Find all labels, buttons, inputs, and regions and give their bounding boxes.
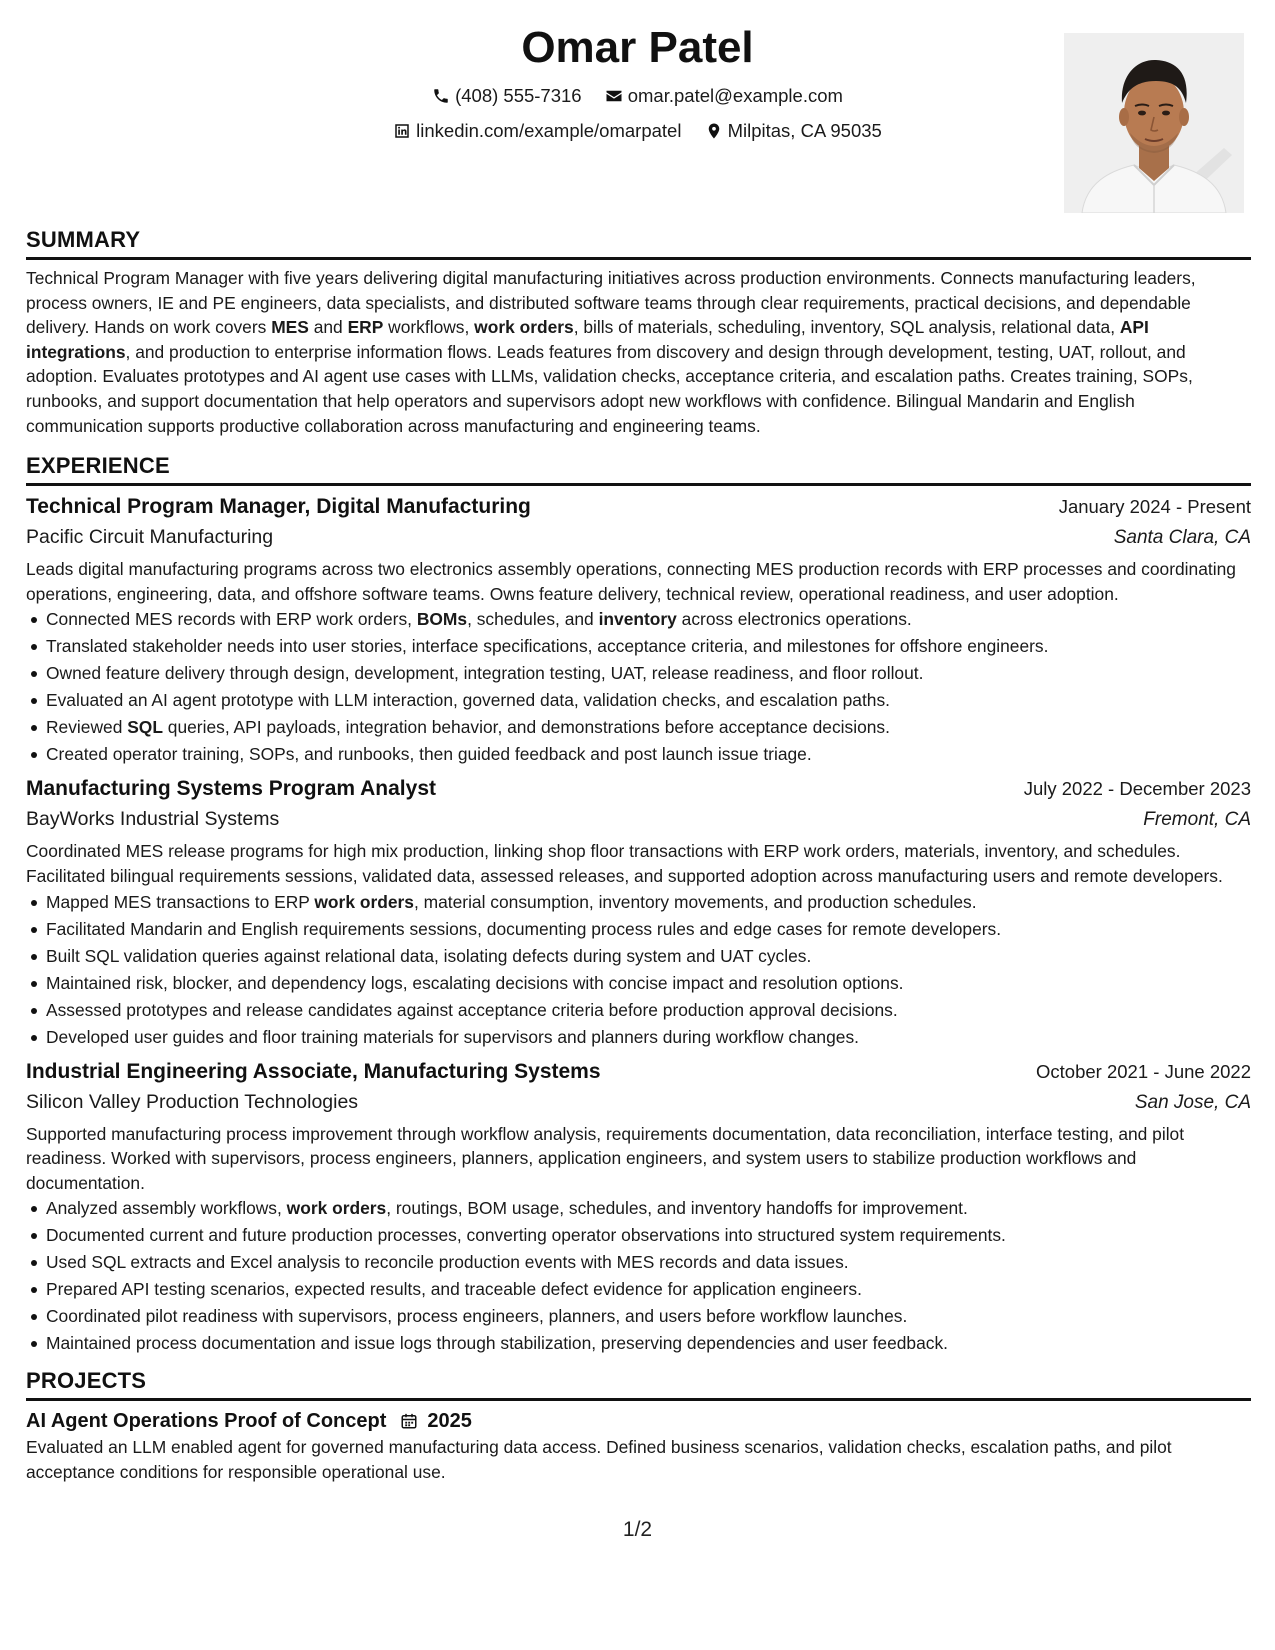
bullet-bold: inventory bbox=[598, 609, 677, 630]
job-bullets bbox=[26, 1195, 1251, 1357]
job-bullet: Documented current and future production processes, converting operator observations into structured system requirements. bbox=[46, 1222, 1251, 1249]
linkedin-icon bbox=[393, 122, 411, 140]
summary-text-part: , bills of materials, scheduling, inventory, SQL analysis, relational data, bbox=[573, 317, 1120, 338]
bullet-text: Connected MES records with ERP work orders, bbox=[46, 609, 417, 630]
summary-divider bbox=[26, 257, 1251, 260]
email-contact[interactable] bbox=[605, 80, 843, 112]
job-entry bbox=[26, 492, 1251, 768]
summary-bold: work orders bbox=[474, 317, 574, 338]
job-bullet: Maintained process documentation and issue logs through stabilization, preserving dependencies and user feedback. bbox=[46, 1330, 1251, 1357]
bullet-bold: work orders bbox=[286, 1198, 387, 1219]
projects-heading: PROJECTS bbox=[26, 1368, 147, 1394]
job-entry bbox=[26, 1057, 1251, 1358]
project-entry bbox=[26, 1407, 1251, 1484]
email-text: omar.patel@example.com bbox=[627, 85, 843, 106]
summary-text-part: and bbox=[308, 317, 348, 338]
summary-heading: SUMMARY bbox=[26, 227, 141, 252]
bullet-bold: BOMs bbox=[416, 609, 468, 630]
summary-text bbox=[26, 266, 1251, 438]
bullet-text: Reviewed bbox=[46, 717, 128, 738]
summary-bold: ERP bbox=[347, 317, 384, 338]
job-bullet bbox=[46, 606, 1251, 633]
page-number: 1/2 bbox=[622, 1518, 653, 1541]
job-title: Industrial Engineering Associate, Manufacturing Systems bbox=[26, 1059, 601, 1083]
job-dates: July 2022 - December 2023 bbox=[1023, 778, 1251, 800]
job-subheader bbox=[26, 1087, 1251, 1118]
bullet-text: Mapped MES transactions to ERP bbox=[46, 891, 315, 912]
job-header bbox=[26, 774, 1251, 804]
bullet-text: , schedules, and bbox=[467, 609, 599, 630]
bullet-text: queries, API payloads, integration behavior, and demonstrations before acceptance decisions. bbox=[162, 717, 890, 738]
bullet-text: , routings, BOM usage, schedules, and inventory handoffs for improvement. bbox=[386, 1198, 968, 1219]
job-bullet bbox=[46, 714, 1251, 741]
projects-section bbox=[26, 1367, 1251, 1484]
job-location: San Jose, CA bbox=[1134, 1091, 1251, 1113]
company-name: BayWorks Industrial Systems bbox=[26, 808, 280, 831]
company-name: Silicon Valley Production Technologies bbox=[26, 1090, 359, 1113]
job-title: Manufacturing Systems Program Analyst bbox=[26, 777, 436, 801]
job-bullet: Maintained risk, blocker, and dependency logs, escalating decisions with concise impact and resolution options. bbox=[46, 970, 1251, 997]
job-bullet: Coordinated pilot readiness with supervisors, process engineers, planners, and users before workflow launches. bbox=[46, 1303, 1251, 1330]
company-name: Pacific Circuit Manufacturing bbox=[26, 526, 274, 549]
map-pin-icon bbox=[705, 122, 723, 140]
job-location: Santa Clara, CA bbox=[1113, 527, 1251, 549]
job-description: Supported manufacturing process improvement through workflow analysis, requirements documentation, data reconciliation, interface testing, and pilot readiness. Worked with supervisors, process engineers, planners, application engineers, and system users to stabilize production workflows and documentation. bbox=[26, 1123, 1185, 1193]
job-bullet: Facilitated Mandarin and English requirements sessions, documenting process rules and edge cases for remote developers. bbox=[46, 916, 1251, 943]
job-bullet bbox=[46, 889, 1251, 916]
job-dates: October 2021 - June 2022 bbox=[1036, 1060, 1251, 1082]
phone-contact bbox=[432, 80, 582, 112]
summary-bold: API integrations bbox=[26, 317, 1149, 362]
phone-text: (408) 555-7316 bbox=[455, 85, 582, 106]
experience-heading: EXPERIENCE bbox=[26, 453, 170, 479]
location-text: Milpitas, CA 95035 bbox=[727, 120, 882, 141]
job-header bbox=[26, 1057, 1251, 1087]
summary-text-part: Technical Program Manager with five years delivering digital manufacturing initiatives across production environments. Connects manufacturing leaders, process owners, IE and PE engineers, data specialists, and distributed software teams through clear requirements, practical decisions, and dependable delivery. Hands on work covers bbox=[26, 268, 1196, 338]
location-contact bbox=[705, 115, 882, 147]
job-location: Fremont, CA bbox=[1143, 809, 1251, 831]
bullet-text: across electronics operations. bbox=[676, 609, 912, 630]
experience-divider bbox=[26, 483, 1251, 486]
job-description: Leads digital manufacturing programs across two electronics assembly operations, connecting MES production records with ERP processes and coordinating operations, engineering, data, and offshore software teams. Owns feature delivery, technical review, operational readiness, and user adoption. bbox=[26, 559, 1236, 604]
job-subheader bbox=[26, 522, 1251, 553]
job-description: Coordinated MES release programs for high mix production, linking shop floor transactions with ERP work orders, materials, inventory, and schedules. Facilitated bilingual requirements sessions, validated data, assessed releases, and supported adoption across manufacturing users and remote developers. bbox=[26, 841, 1223, 886]
bullet-text: , material consumption, inventory movements, and production schedules. bbox=[413, 891, 977, 912]
experience-section bbox=[26, 452, 1251, 1357]
summary-text-part: workflows, bbox=[383, 317, 475, 338]
resume-content bbox=[26, 226, 1251, 1485]
profile-photo bbox=[1064, 33, 1244, 213]
job-entry bbox=[26, 774, 1251, 1050]
bullet-bold: work orders bbox=[314, 891, 414, 912]
bullet-bold: SQL bbox=[127, 717, 163, 738]
project-title: AI Agent Operations Proof of Concept bbox=[26, 1410, 387, 1433]
job-bullet bbox=[46, 1195, 1251, 1222]
projects-divider bbox=[26, 1398, 1251, 1401]
job-dates: January 2024 - Present bbox=[1058, 496, 1251, 518]
job-bullet: Developed user guides and floor training materials for supervisors and planners during workflow changes. bbox=[46, 1024, 1251, 1051]
bullet-text: Analyzed assembly workflows, bbox=[46, 1198, 287, 1219]
job-title: Technical Program Manager, Digital Manufacturing bbox=[26, 495, 531, 519]
job-bullet: Translated stakeholder needs into user stories, interface specifications, acceptance criteria, and milestones for offshore engineers. bbox=[46, 633, 1251, 660]
project-date-text: 2025 bbox=[427, 1410, 472, 1433]
job-bullets bbox=[26, 889, 1251, 1051]
calendar-icon bbox=[400, 1412, 418, 1430]
project-date bbox=[400, 1407, 472, 1435]
linkedin-text: linkedin.com/example/omarpatel bbox=[416, 120, 682, 141]
envelope-icon bbox=[605, 87, 623, 105]
project-description: Evaluated an LLM enabled agent for governed manufacturing data access. Defined business scenarios, validation checks, escalation paths, and pilot acceptance conditions for responsible operational use. bbox=[26, 1437, 1172, 1482]
job-subheader bbox=[26, 804, 1251, 835]
phone-icon bbox=[432, 87, 450, 105]
linkedin-contact[interactable] bbox=[393, 115, 681, 147]
job-bullet: Built SQL validation queries against relational data, isolating defects during system and UAT cycles. bbox=[46, 943, 1251, 970]
summary-bold: MES bbox=[271, 317, 309, 338]
job-bullet: Created operator training, SOPs, and runbooks, then guided feedback and post launch issue triage. bbox=[46, 741, 1251, 768]
job-bullet: Used SQL extracts and Excel analysis to reconcile production events with MES records and data issues. bbox=[46, 1249, 1251, 1276]
job-header bbox=[26, 492, 1251, 522]
project-header bbox=[26, 1407, 1251, 1435]
summary-section bbox=[26, 226, 1251, 438]
job-bullet: Assessed prototypes and release candidates against acceptance criteria before production approval decisions. bbox=[46, 997, 1251, 1024]
job-bullet: Owned feature delivery through design, development, integration testing, UAT, release readiness, and floor rollout. bbox=[46, 660, 1251, 687]
avatar-illustration bbox=[1064, 33, 1244, 213]
candidate-name: Omar Patel bbox=[521, 23, 754, 72]
summary-text-part: , and production to enterprise information flows. Leads features from discovery and design through development, testing, UAT, rollout, and adoption. Evaluates prototypes and AI agent use cases with LLMs, validation checks, acceptance criteria, and escalation paths. Creates training, SOPs, runbooks, and support documentation that help operators and supervisors adopt new workflows with confidence. Bilingual Mandarin and English communication supports productive collaboration across manufacturing and engineering teams. bbox=[26, 341, 1193, 436]
job-bullets bbox=[26, 606, 1251, 768]
job-bullet: Evaluated an AI agent prototype with LLM interaction, governed data, validation checks, and escalation paths. bbox=[46, 687, 1251, 714]
job-bullet: Prepared API testing scenarios, expected results, and traceable defect evidence for application engineers. bbox=[46, 1276, 1251, 1303]
